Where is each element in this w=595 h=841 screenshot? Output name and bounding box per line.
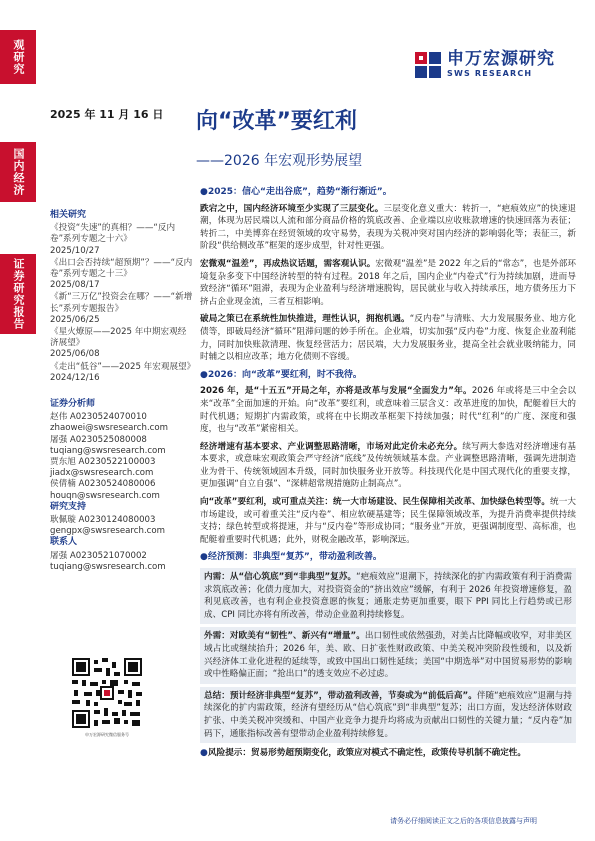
analyst-email[interactable]: jiadx@swsresearch.com	[50, 468, 154, 479]
forecast-box-summary	[200, 687, 576, 743]
related-item[interactable]: 《星火燎原——2025 年中期宏观经济展望》	[50, 327, 187, 349]
paragraph	[200, 496, 576, 546]
company-logo	[415, 50, 555, 79]
logo-english-name: SWS RESEARCH	[447, 69, 533, 78]
analyst-email[interactable]: tuqiang@swsresearch.com	[50, 445, 166, 456]
analysts-heading: 证券分析师	[50, 399, 96, 410]
related-item[interactable]: 《投资“失速”的真相？——“反内卷”系列专题之十六》	[50, 223, 176, 245]
related-item[interactable]: 《出口会否持续“超预期”？——“反内卷”系列专题之十三》	[50, 257, 193, 280]
risk-text: 贸易形势超预期变化，政策应对模式不确定性，政策传导机制不确定性。	[250, 748, 526, 759]
support-name: 耿佩璇 A0230124080003	[50, 515, 156, 526]
analyst-name: 侯倩楠 A0230524080006	[50, 479, 156, 490]
contact-heading: 联系人	[50, 537, 78, 548]
forecast-box-external	[200, 627, 576, 683]
paragraph-text: 出口韧性或依然强劲，对美占比降幅或收窄，对非美区域占比或继续抬升；2026 年，美、欧、日扩张性财政政策、中美关税冲突阶段性缓和，以及新兴经济体工业化进程的延续等，或致中国出口韧性延续；美国“中期选举”对中国贸易形势的影响或中性略偏正面；“抢出口”的透支效应不必过虑。	[204, 631, 572, 680]
paragraph-lead: 宏微观“温差”，再成热议话题，需客观认识。	[200, 258, 376, 269]
paragraph-text: 续写两大参选对经济增速有基本要求，或意味宏观政策会严守经济“底线”及传统领域基本盘。产业调整思路清晰，强调先进制造业为骨干、传统领域固本升级，同时加快服务业开放等。科技现代化是中国式现代化的重要支撑，更加强调“自立自强”、“深耕超常规措施防止制高点”。	[200, 441, 576, 490]
related-item-date: 2025/08/17	[50, 280, 100, 291]
related-research-list	[50, 223, 196, 384]
forecast-box-domestic	[200, 568, 576, 624]
analyst-name: 赵伟 A0230524070010	[50, 412, 147, 423]
main-content	[200, 182, 576, 764]
bullet-icon: ●	[200, 369, 208, 380]
report-title: 向“改革”要红利	[196, 109, 357, 134]
paragraph-lead: 外需：对欧美有“韧性”、新兴有“增量”。	[204, 631, 365, 642]
paragraph	[200, 441, 576, 491]
bullet-icon: ●	[200, 552, 208, 563]
contact-name: 屠强 A0230521070002	[50, 550, 147, 561]
sidebar-label-securities-report: 证券研究报告	[0, 254, 36, 334]
qr-caption: 申万宏源研究微信服务号	[85, 732, 129, 737]
risk-warning	[200, 747, 576, 760]
paragraph-lead: 2026 年，是“十五五”开局之年，亦将是改革与发展“全面发力”年。	[200, 386, 472, 397]
paragraph	[200, 258, 576, 308]
paragraph-text: 宏微观“温差”是 2022 年之后的“常态”，也是外部环境复杂多变下中国经济转型的特有过程。2018 年之后，国内企业“内卷式”行为持续加剧，进而导致经济“循环”阻滞，表现为企业盈利与经济增速脱钩，居民就业与收入持续承压，地方债务压力下挤占企业现金流，三者互相影响。	[200, 258, 576, 307]
paragraph	[200, 203, 576, 253]
section-heading: 2026：向“改革”要红利，时不我待。	[208, 369, 362, 380]
section-bullet-2025	[200, 186, 576, 199]
paragraph-text: 伴随“疤痕效应”退潮与持续深化的扩内需政策，经济有望经历从“信心筑底”到“非典型”复苏；出口方面，发达经济体财政扩张、中美关税冲突缓和、中国产业竞争力提升均将成为贡献出口韧性的关键力量；“反内卷”加码下，通胀指标改善有望带动企业盈利持续修复。	[204, 690, 573, 739]
paragraph-text: 三层变化意义重大：转折一，“疤痕效应”的快速退潮，体现为居民端以人流和部分商品价格的筑底改善、企业端以应收账款增速的快速回落为表征；转折二，中美博弈在经贸领域的攻守易势，表现为关税冲突对国内经济的影响弱化等；表征三，新阶段“供给侧改革”框架的逐步成型，针对性更强。	[200, 203, 576, 252]
section-heading: 经济预测：非典型“复苏”，带动盈利改善。	[208, 552, 382, 563]
report-date: 2025 年 11 月 16 日	[50, 108, 164, 121]
sws-logo-icon	[415, 52, 441, 78]
paragraph-lead: 向“改革”要红利，或可重点关注：统一大市场建设、民生保障相关改革、加快绿色转型等。	[200, 497, 551, 508]
related-item[interactable]: 《新“三万亿”投资会在哪？——“新增长”系列专题报告》	[50, 292, 193, 314]
support-email[interactable]: gengpx@swsresearch.com	[50, 526, 166, 537]
contact-email[interactable]: tuqiang@swsresearch.com	[50, 561, 166, 572]
left-column	[50, 210, 196, 573]
section-bullet-2026	[200, 369, 576, 382]
paragraph	[200, 313, 576, 363]
bullet-icon: ●	[200, 748, 208, 759]
qr-code-icon	[70, 656, 144, 730]
report-subtitle: ——2026 年宏观形势展望	[196, 153, 363, 169]
related-research-heading: 相关研究	[50, 210, 87, 220]
sidebar-label-research: 观研究	[0, 30, 36, 84]
paragraph-lead: 经济增速有基本要求、产业调整思路清晰，市场对此定价未必充分。	[200, 441, 463, 452]
analyst-email[interactable]: zhaowei@swsresearch.com	[50, 423, 169, 434]
paragraph-lead: 跌宕之中，国内经济环境至少实现了三层变化。	[200, 203, 384, 214]
paragraph-lead: 破局之策已在系统性加快推进，理性认识，拥抱机遇。	[200, 314, 410, 325]
paragraph-text: “反内卷”与清账、大力发展服务业、地方化债等，即破局经济“循环”阻滞问题的妙手所在。企业端，切实加强“反内卷”力度、恢复企业盈利能力，同时加快账款清理、恢复经营活力；居民端，大力发展服务业，提高全社会就业吸纳能力，同时辅之以相应改革；地方化债则不容缓。	[200, 314, 576, 363]
related-item[interactable]: 《走出“低谷”——2025 年宏观展望》	[50, 361, 196, 372]
section-bullet-forecast	[200, 551, 576, 564]
support-heading: 研究支持	[50, 501, 87, 512]
section-heading: 2025：信心“走出谷底”，趋势“渐行渐近”。	[208, 187, 392, 197]
paragraph-text: 2026 年或将是三中全会以来“改革”全面加速的开始。向“改革”要红利，或意味着三层含义：改革进度的加快，配艇着巨大的时代机遇；短期扩内需政策，或将在中长期改革框架下持续加强；时代“红利”的广度、深度和强度，也与“改革”紧密相关。	[200, 386, 576, 435]
bullet-icon: ●	[200, 187, 208, 197]
related-item-date: 2025/10/27	[50, 245, 100, 256]
paragraph-text: 统一大市场建设，或可着重关注“反内卷”、相应软硬基建等；民生保障领域改革，为提升消费率提供持续支持；绿色转型或将提速，并与“反内卷”等形成协同；“服务业”开放，更强调制度型、高标准，也配艇着重要时代机遇；此外，财税金融改革，影响深远。	[200, 497, 576, 545]
logo-chinese-name: 申万宏源研究	[447, 49, 555, 69]
paragraph-text: “疤痕效应”退潮下，持续深化的扩内需政策有利于消费需求筑底改善；化债力度加大，对投资资金的“挤出效应”缓解，有利于 2026 年投资增速修复，盈利见底改善，也有利企业投资意愿的恢复；通胀走势更加重要，眼下 PPI 同比上行趋势或已形成、CPI 同比亦将有所改善，带动企业盈利持续修复。	[204, 572, 573, 620]
analyst-name: 屠强 A0230525080008	[50, 434, 147, 445]
analyst-email[interactable]: houqn@swsresearch.com	[50, 490, 160, 501]
related-item-date: 2024/12/16	[50, 372, 100, 383]
paragraph-lead: 内需：从“信心筑底”到“非典型”复苏。	[204, 572, 357, 583]
paragraph	[200, 385, 576, 435]
related-item-date: 2025/06/25	[50, 314, 100, 325]
analyst-name: 贾东旭 A0230522100003	[50, 457, 156, 468]
sidebar-label-domestic-economy: 国内经济	[0, 142, 36, 202]
paragraph-lead: 总结：预计经济非典型“复苏”，带动盈利改善，节奏或为“前低后高”。	[204, 690, 477, 701]
sidebar	[0, 0, 36, 841]
disclaimer-footer: 请务必仔细阅读正文之后的各项信息披露与声明	[390, 817, 537, 825]
risk-label: 风险提示：	[208, 748, 251, 759]
related-item-date: 2025/06/08	[50, 349, 100, 360]
